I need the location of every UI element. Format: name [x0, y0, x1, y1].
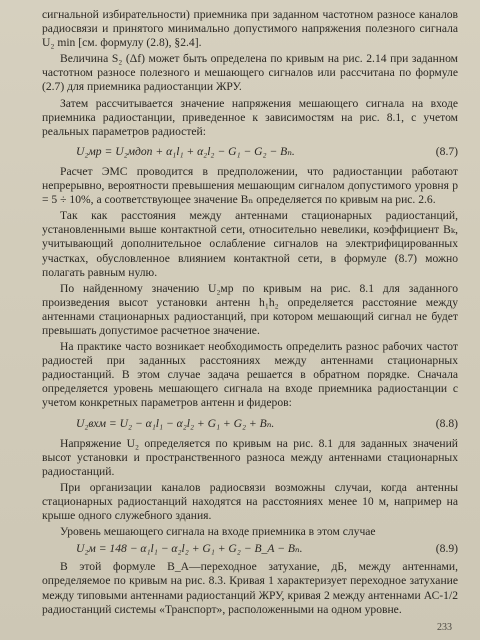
- equation-formula: U₂вхм = U₂ − α₁l₁ − α₂l₂ + G₁ + G₂ + Bₙ.: [76, 416, 275, 430]
- paragraph-8: Напряжение U₂ определяется по кривым на рис. 8.1 для заданных значений высот установки и пространственного разноса между антеннами стационарных радиостанций.: [42, 436, 458, 478]
- equation-8-7: [42, 145, 458, 159]
- paragraph-11: В этой формуле B_A—переходное затухание, дБ, между антеннами, определяемое по кривым на рис. 8.3. Кривая 1 характеризует переходное затухание между типовыми антеннами радиостанций ЖРУ, кривая 2 между антеннами АС-1/2 радиостанций системы «Транспорт», расположенными на одном уровне.: [42, 560, 458, 616]
- paragraph-9: При организации каналов радиосвязи возможны случаи, когда антенны стационарных радиостанций находятся на расстояниях менее 10 м, например на крыше одного служебного здания.: [42, 480, 458, 523]
- equation-formula: U₂м = 148 − α₁l₁ − α₂l₂ + G₁ + G₂ − B_A − Bₙ.: [76, 542, 303, 556]
- equation-8-8: [42, 417, 458, 431]
- paragraph-10: Уровень мешающего сигнала на входе приемника в этом случае: [60, 525, 376, 539]
- equation-number: (8.9): [435, 542, 458, 556]
- page-number: 233: [437, 622, 452, 633]
- paragraph-1: сигнальной избирательности) приемника при заданном частотном разносе каналов радиосвязи и принятого минимально допустимого напряжения полезного сигнала U₂ min [см. формулу (2.8), §2.4].: [42, 8, 458, 50]
- equation-number: (8.7): [435, 144, 458, 158]
- paragraph-7: На практике часто возникает необходимость определить разнос рабочих частот радиостей при заданных расстояниях между антеннами стационарных радиостанций. В этом случае задача решается в обратном порядке. Сначала определяется уровень мешающего сигнала на входе приемника радиостанции с учетом конкретных параметров антенн и фидеров:: [42, 340, 458, 410]
- paragraph-4: Расчет ЭМС проводится в предположении, что радиостанции работают непрерывно, вероятности превышения мешающим сигналом допустимого уровня p = 5 ÷ 10%, а соответствующее значение Bₙ определяется по кривым на рис. 2.6.: [42, 164, 458, 207]
- equation-formula: U₂мр = U₂мдоп + α₁l₁ + α₂l₂ − G₁ − G₂ − Bₙ.: [76, 144, 295, 158]
- paragraph-6: По найденному значению U₂мр по кривым на рис. 8.1 для заданного произведения высот установки антенн h₁h₂ определяется расстояние между антеннами стационарных радиостанций, при котором мешающий сигнал не будет превышать допустимое расчетное значение.: [42, 281, 458, 337]
- equation-number: (8.8): [435, 416, 458, 430]
- paragraph-3: Затем рассчитывается значение напряжения мешающего сигнала на входе приемника радиостанции, приведенное к зависимостям на рис. 8.1, с учетом реальных параметров радиостей:: [42, 96, 458, 138]
- equation-8-9: [42, 542, 458, 556]
- paragraph-2: Величина S₂ (Δf) может быть определена по кривым на рис. 2.14 при заданном частотном разносе полезного и мешающего сигналов или рассчитана по формуле (2.7) для приемника радиостанции ЖРУ.: [42, 52, 458, 94]
- paragraph-5: Так как расстояния между антеннами стационарных радиостанций, установленными выше контактной сети, относительно невелики, коэффициент Bₖ, учитывающий дополнительное ослабление сигналов на электрифицированных участках, обусловленное влиянием контактной сети, в формуле (8.7) можно полагать равным нулю.: [42, 209, 458, 279]
